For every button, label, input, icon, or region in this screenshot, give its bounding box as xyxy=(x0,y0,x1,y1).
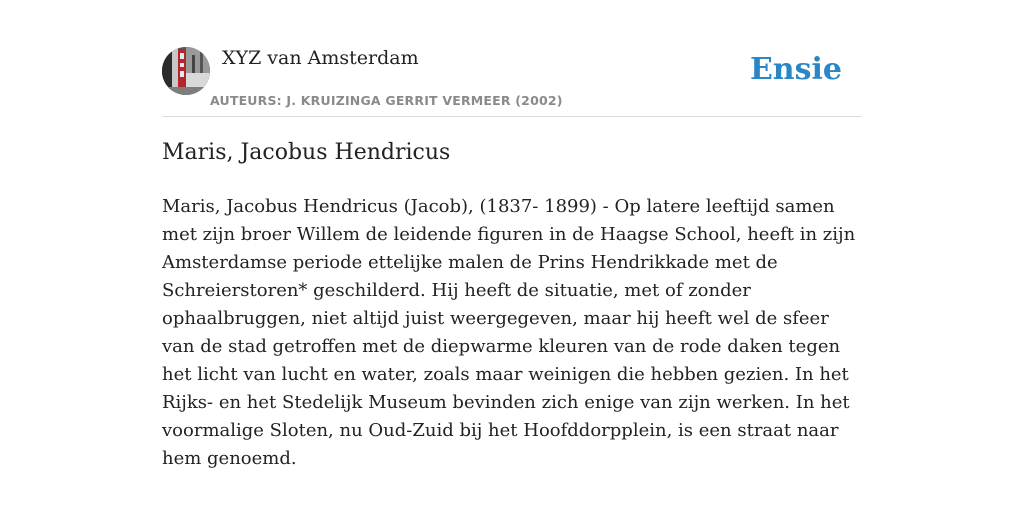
authors-line: AUTEURS: J. KRUIZINGA GERRIT VERMEER (2002) xyxy=(210,93,563,108)
book-cover-avatar[interactable] xyxy=(162,47,210,95)
header xyxy=(162,44,862,117)
brand-logo[interactable]: Ensie xyxy=(749,52,842,87)
book-title[interactable]: XYZ van Amsterdam xyxy=(222,47,419,69)
book-cover-icon xyxy=(162,47,210,95)
entry-body: Maris, Jacobus Hendricus (Jacob), (1837- 1899) - Op latere leeftijd samen met zijn broer Willem de leidende figuren in de Haagse School, heeft in zijn Amsterdamse periode ettelijke malen de Prins Hendrikkade met de Schreierstoren* geschilderd. Hij heeft de situatie, met of zonder ophaalbruggen, niet altijd juist weergegeven, maar hij heeft wel de sfeer van de stad getroffen met de diepwarme kleuren van de rode daken tegen het licht van lucht en water, zoals maar weinigen die hebben gezien. In het Rijks- en het Stedelijk Museum bevinden zich enige van zijn werken. In het voormalige Sloten, nu Oud-Zuid bij het Hoofddorpplein, is een straat naar hem genoemd. xyxy=(162,196,856,469)
entry-title: Maris, Jacobus Hendricus xyxy=(162,140,451,165)
